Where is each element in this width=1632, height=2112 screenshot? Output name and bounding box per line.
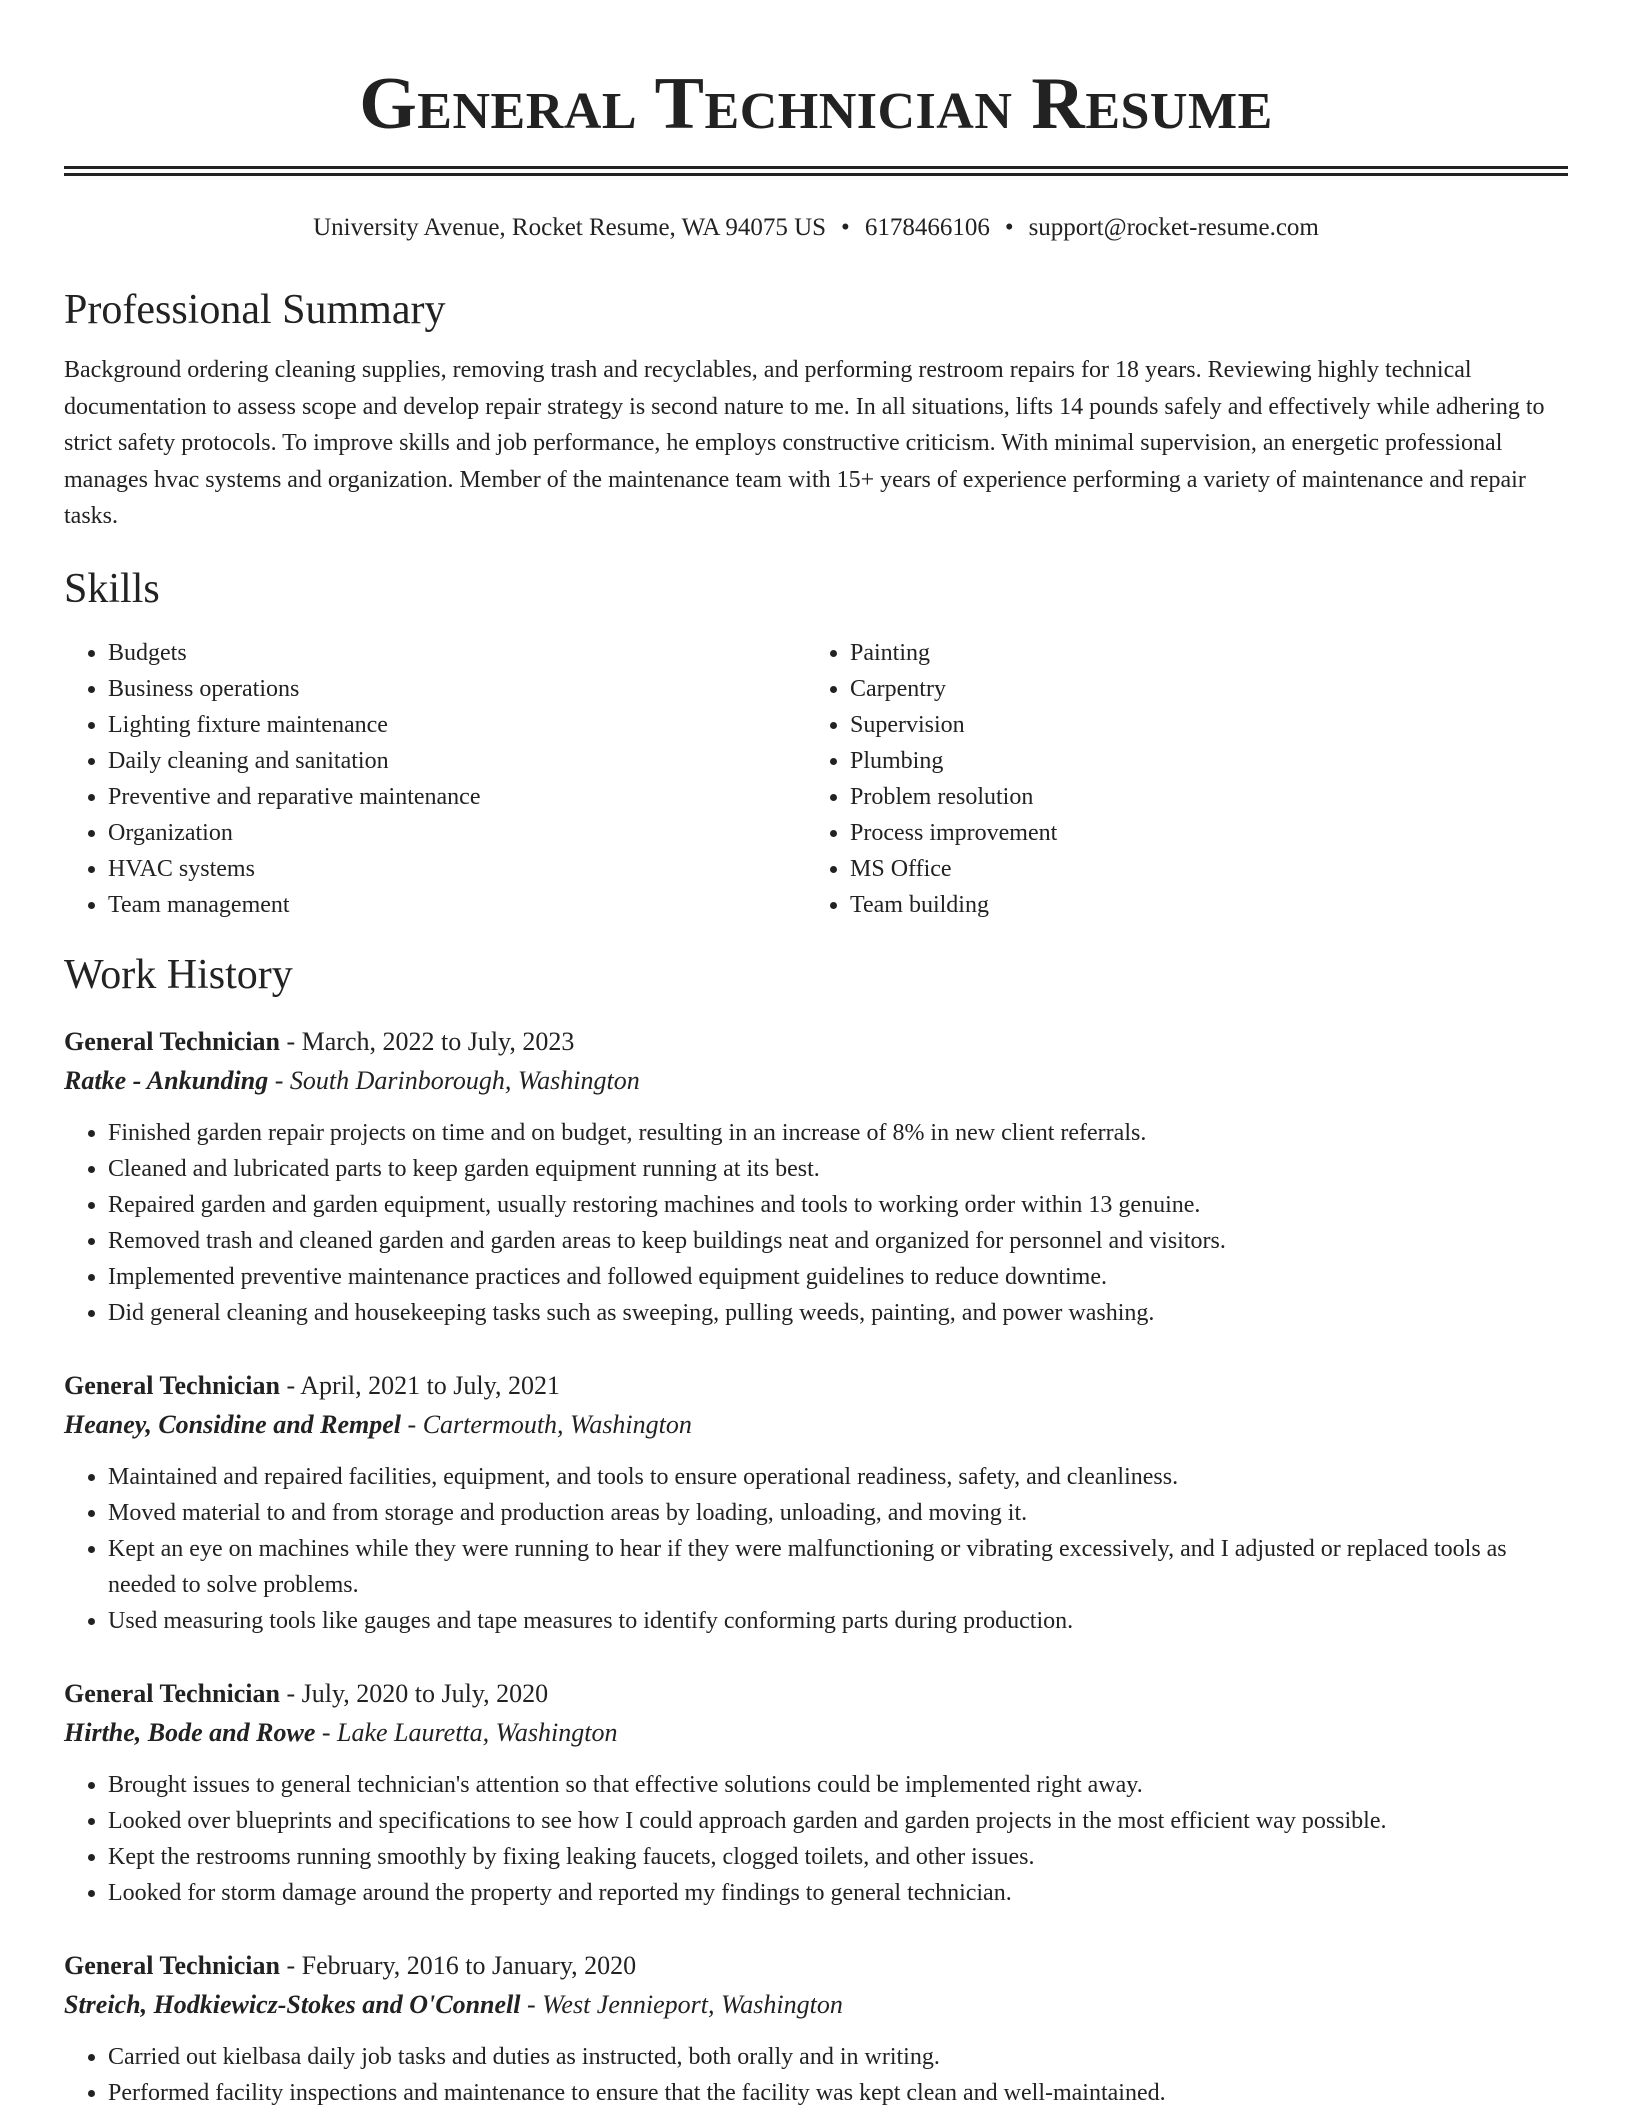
skills-list-left <box>64 635 806 923</box>
job-bullets <box>64 1459 1568 1639</box>
work-history-heading: Work History <box>64 951 293 998</box>
job-bullet: • Looked over blueprints and specifications to see how I could approach garden and garden projects in the most efficient way possible. <box>108 1803 1568 1839</box>
contact-phone: 6178466106 <box>864 214 990 241</box>
skills-heading: Skills <box>64 565 160 612</box>
skill-item: • Process improvement <box>850 815 1566 851</box>
job-title-line <box>64 1023 1568 1061</box>
job-location: - South Darinborough, Washington <box>268 1065 640 1095</box>
contact-address: University Avenue, Rocket Resume, WA 94075 US <box>313 214 827 241</box>
job-location: - Cartermouth, Washington <box>401 1409 692 1439</box>
job-company: Streich, Hodkiewicz-Stokes and O'Connell <box>64 1989 521 2019</box>
job-location: - Lake Lauretta, Washington <box>315 1717 618 1747</box>
contact-separator: • <box>841 214 850 241</box>
resume-title: General Technician Resume <box>359 63 1273 145</box>
job-dates: - April, 2021 to July, 2021 <box>279 1370 560 1400</box>
job-entry <box>64 1367 1568 1639</box>
job-dates: - February, 2016 to January, 2020 <box>279 1950 637 1980</box>
job-entry <box>64 1675 1568 1911</box>
job-bullets <box>64 1115 1568 1331</box>
job-bullet: • Used measuring tools like gauges and tape measures to identify conforming parts during production. <box>108 1603 1568 1639</box>
job-bullet: • Did general cleaning and housekeeping tasks such as sweeping, pulling weeds, painting, and power washing. <box>108 1295 1568 1331</box>
skill-item: • Team building <box>850 887 1566 923</box>
skill-item: • Plumbing <box>850 743 1566 779</box>
job-company: Ratke - Ankunding <box>64 1065 269 1095</box>
job-company-line <box>64 1985 1568 2025</box>
job-bullet: • Kept the restrooms running smoothly by fixing leaking faucets, clogged toilets, and other issues. <box>108 1839 1568 1875</box>
job-bullet: • Implemented preventive maintenance practices and followed equipment guidelines to reduce downtime. <box>108 1259 1568 1295</box>
skill-item: • Team management <box>108 887 806 923</box>
title-double-rule <box>64 166 1568 176</box>
job-dates: - March, 2022 to July, 2023 <box>279 1026 575 1056</box>
summary-text: Background ordering cleaning supplies, removing trash and recyclables, and performing restroom repairs for 18 years. Reviewing highly technical documentation to assess scope and develop repair strategy is second nature to me. In all situations, lifts 14 pounds safely and effectively while adhering to strict safety protocols. To improve skills and job performance, he employs constructive criticism. With minimal supervision, an energetic professional manages hvac systems and organization. Member of the maintenance team with 15+ years of experience performing a variety of maintenance and repair tasks. <box>64 357 1545 529</box>
job-location: - West Jennieport, Washington <box>520 1989 843 2019</box>
job-company: Heaney, Considine and Rempel <box>64 1409 402 1439</box>
job-bullet: • Carried out kielbasa daily job tasks and duties as instructed, both orally and in writing. <box>108 2039 1568 2075</box>
skills-columns <box>64 635 1568 923</box>
job-bullet: • Performed facility inspections and maintenance to ensure that the facility was kept clean and well-maintained. <box>108 2075 1568 2111</box>
skill-item: • Budgets <box>108 635 806 671</box>
job-bullet: • Maintained and repaired facilities, equipment, and tools to ensure operational readiness, safety, and cleanliness. <box>108 1459 1568 1495</box>
job-company-line <box>64 1061 1568 1101</box>
contact-email: support@rocket-resume.com <box>1028 214 1319 241</box>
job-role: General Technician <box>64 1678 280 1708</box>
job-title-line <box>64 1675 1568 1713</box>
job-bullet: • Cleaned and lubricated parts to keep garden equipment running at its best. <box>108 1151 1568 1187</box>
job-entry <box>64 1947 1568 2111</box>
job-bullets <box>64 2039 1568 2111</box>
job-bullet: • Kept an eye on machines while they were running to hear if they were malfunctioning or vibrating excessively, and I adjusted or replaced tools as needed to solve problems. <box>108 1531 1568 1603</box>
job-role: General Technician <box>64 1026 280 1056</box>
skill-item: • Problem resolution <box>850 779 1566 815</box>
skill-item: • Carpentry <box>850 671 1566 707</box>
job-role: General Technician <box>64 1370 280 1400</box>
job-dates: - July, 2020 to July, 2020 <box>279 1678 549 1708</box>
job-title-line <box>64 1947 1568 1985</box>
job-bullet: • Removed trash and cleaned garden and garden areas to keep buildings neat and organized for personnel and visitors. <box>108 1223 1568 1259</box>
skill-item: • Business operations <box>108 671 806 707</box>
skill-item: • Painting <box>850 635 1566 671</box>
skill-item: • Organization <box>108 815 806 851</box>
contact-line <box>64 212 1568 244</box>
job-bullet: • Brought issues to general technician's attention so that effective solutions could be implemented right away. <box>108 1767 1568 1803</box>
job-bullet: • Repaired garden and garden equipment, usually restoring machines and tools to working order within 13 genuine. <box>108 1187 1568 1223</box>
job-company: Hirthe, Bode and Rowe <box>64 1717 316 1747</box>
skill-item: • MS Office <box>850 851 1566 887</box>
job-role: General Technician <box>64 1950 280 1980</box>
job-bullets <box>64 1767 1568 1911</box>
job-title-line <box>64 1367 1568 1405</box>
resume-page <box>64 0 1568 2111</box>
skills-list-right <box>806 635 1566 923</box>
skill-item: • HVAC systems <box>108 851 806 887</box>
skill-item: • Lighting fixture maintenance <box>108 707 806 743</box>
skill-item: • Supervision <box>850 707 1566 743</box>
skill-item: • Daily cleaning and sanitation <box>108 743 806 779</box>
skill-item: • Preventive and reparative maintenance <box>108 779 806 815</box>
job-bullet: • Looked for storm damage around the property and reported my findings to general technician. <box>108 1875 1568 1911</box>
job-bullet: • Moved material to and from storage and production areas by loading, unloading, and moving it. <box>108 1495 1568 1531</box>
job-entry <box>64 1023 1568 1331</box>
job-company-line <box>64 1405 1568 1445</box>
summary-heading: Professional Summary <box>64 287 446 333</box>
job-company-line <box>64 1713 1568 1753</box>
job-bullet: • Finished garden repair projects on time and on budget, resulting in an increase of 8% in new client referrals. <box>108 1115 1568 1151</box>
contact-separator: • <box>1004 214 1014 241</box>
